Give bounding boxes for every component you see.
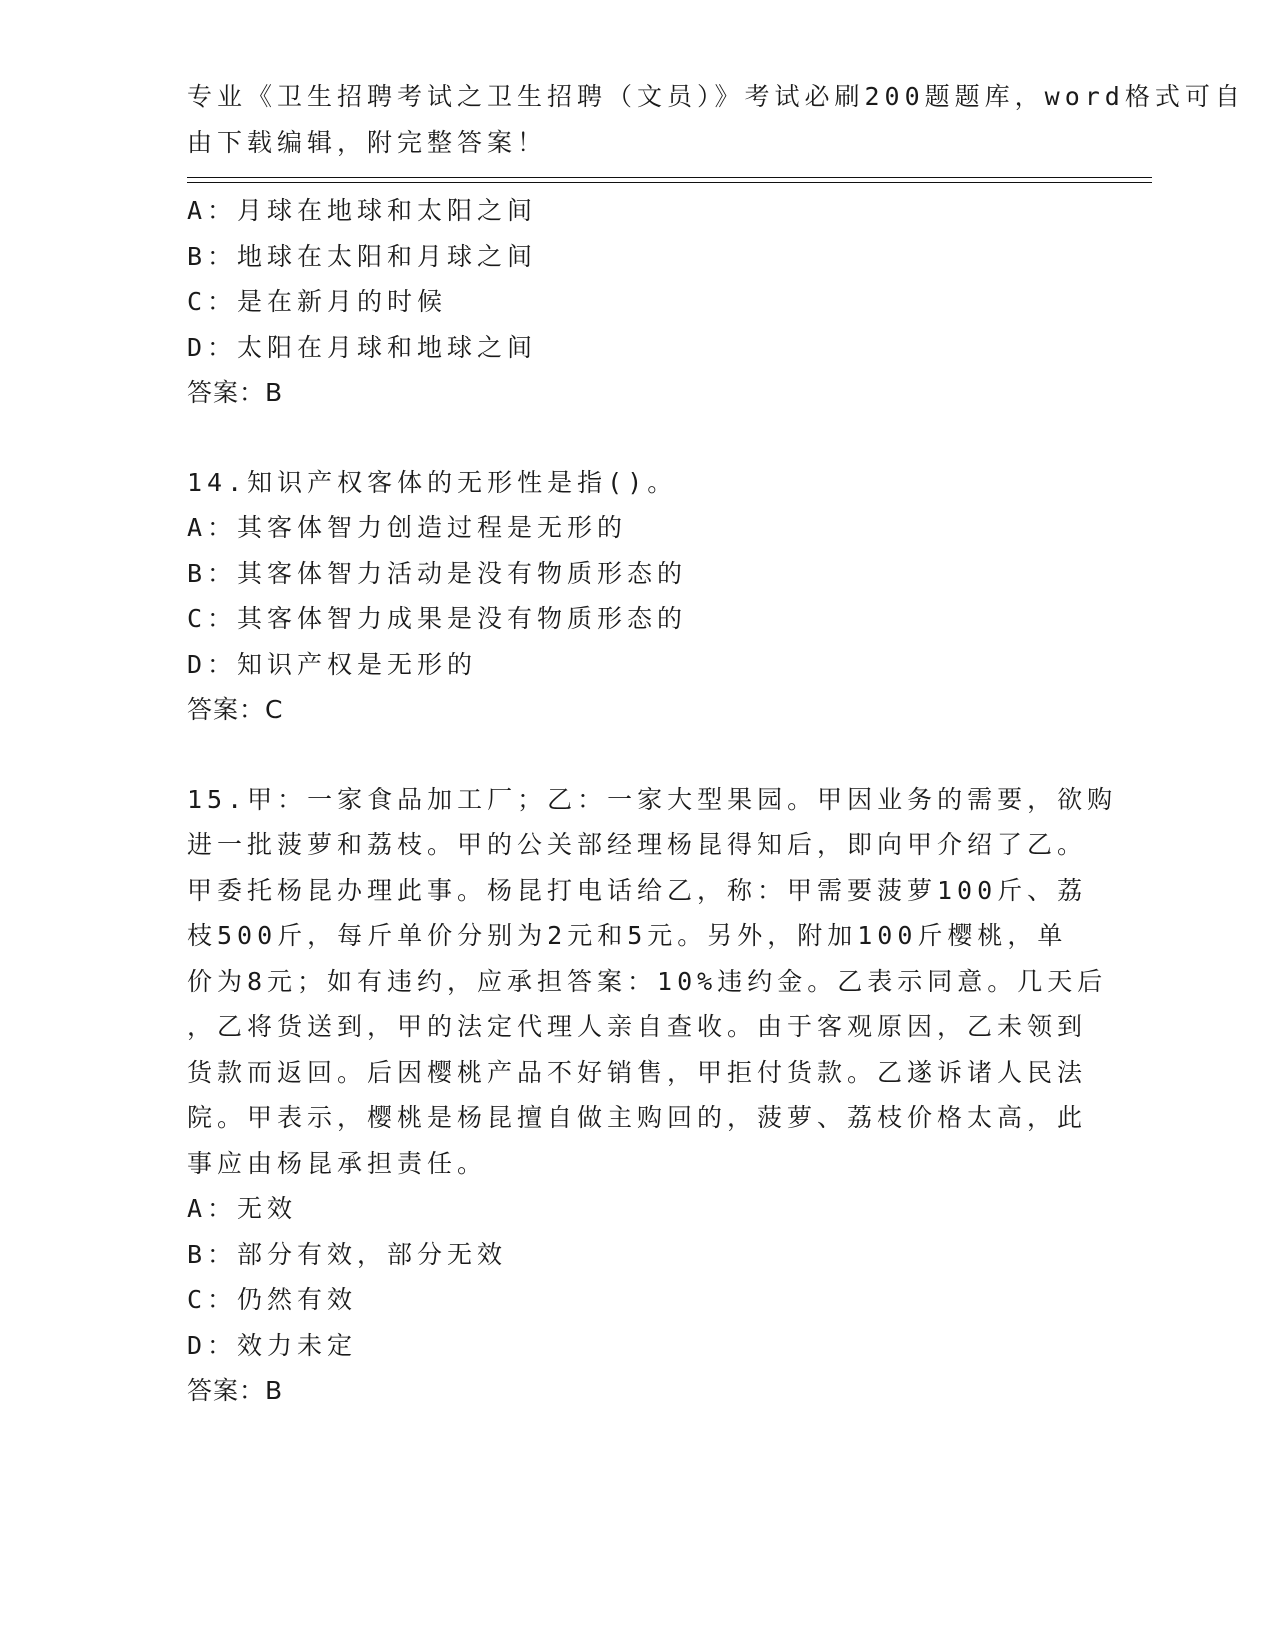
header-rule-top bbox=[187, 177, 1152, 178]
question-stem: 14.知识产权客体的无形性是指()。 bbox=[187, 467, 678, 497]
question-stem-line: ，乙将货送到，甲的法定代理人亲自查收。由于客观原因，乙未领到 bbox=[187, 1012, 1088, 1041]
option-b: B：地球在太阳和月球之间 bbox=[187, 241, 538, 271]
option-b: B：部分有效，部分无效 bbox=[187, 1239, 508, 1269]
question-list bbox=[187, 188, 1118, 1414]
header-line-1: 专业《卫生招聘考试之卫生招聘（文员）》考试必刷200题题库，word格式可自 bbox=[187, 82, 1245, 111]
question-14 bbox=[187, 460, 1087, 733]
option-b: B：其客体智力活动是没有物质形态的 bbox=[187, 558, 688, 588]
answer: 答案：B bbox=[187, 378, 284, 407]
option-c: C：是在新月的时候 bbox=[187, 287, 448, 316]
option-c: C：仍然有效 bbox=[187, 1285, 358, 1314]
question-stem-line: 货款而返回。后因樱桃产品不好销售，甲拒付货款。乙遂诉诸人民法 bbox=[187, 1057, 1088, 1087]
answer: 答案：C bbox=[187, 695, 284, 724]
option-a: A：无效 bbox=[187, 1194, 298, 1223]
question-stem-line: 15.甲：一家食品加工厂；乙：一家大型果园。甲因业务的需要，欲购 bbox=[187, 784, 1118, 814]
question-13 bbox=[187, 188, 1087, 416]
option-d: D：知识产权是无形的 bbox=[187, 649, 478, 679]
answer: 答案：B bbox=[187, 1376, 284, 1405]
question-stem-line: 甲委托杨昆办理此事。杨昆打电话给乙，称：甲需要菠萝100斤、荔 bbox=[187, 875, 1088, 905]
option-a: A：月球在地球和太阳之间 bbox=[187, 196, 538, 225]
document-header bbox=[187, 74, 1245, 165]
question-stem-line: 枝500斤，每斤单价分别为2元和5元。另外，附加100斤樱桃，单 bbox=[187, 921, 1068, 950]
option-d: D：效力未定 bbox=[187, 1330, 358, 1360]
option-c: C：其客体智力成果是没有物质形态的 bbox=[187, 604, 688, 633]
question-stem-line: 进一批菠萝和荔枝。甲的公关部经理杨昆得知后，即向甲介绍了乙。 bbox=[187, 830, 1088, 859]
header-rule-bottom bbox=[187, 182, 1152, 183]
question-15 bbox=[187, 777, 1118, 1414]
question-stem-line: 院。甲表示，樱桃是杨昆擅自做主购回的，菠萝、荔枝价格太高，此 bbox=[187, 1103, 1088, 1132]
question-stem-line: 事应由杨昆承担责任。 bbox=[187, 1148, 488, 1178]
question-stem-line: 价为8元；如有违约，应承担答案：10%违约金。乙表示同意。几天后 bbox=[187, 966, 1108, 996]
header-line-2: 由下载编辑，附完整答案！ bbox=[187, 127, 548, 157]
option-d: D：太阳在月球和地球之间 bbox=[187, 332, 538, 362]
option-a: A：其客体智力创造过程是无形的 bbox=[187, 513, 628, 542]
